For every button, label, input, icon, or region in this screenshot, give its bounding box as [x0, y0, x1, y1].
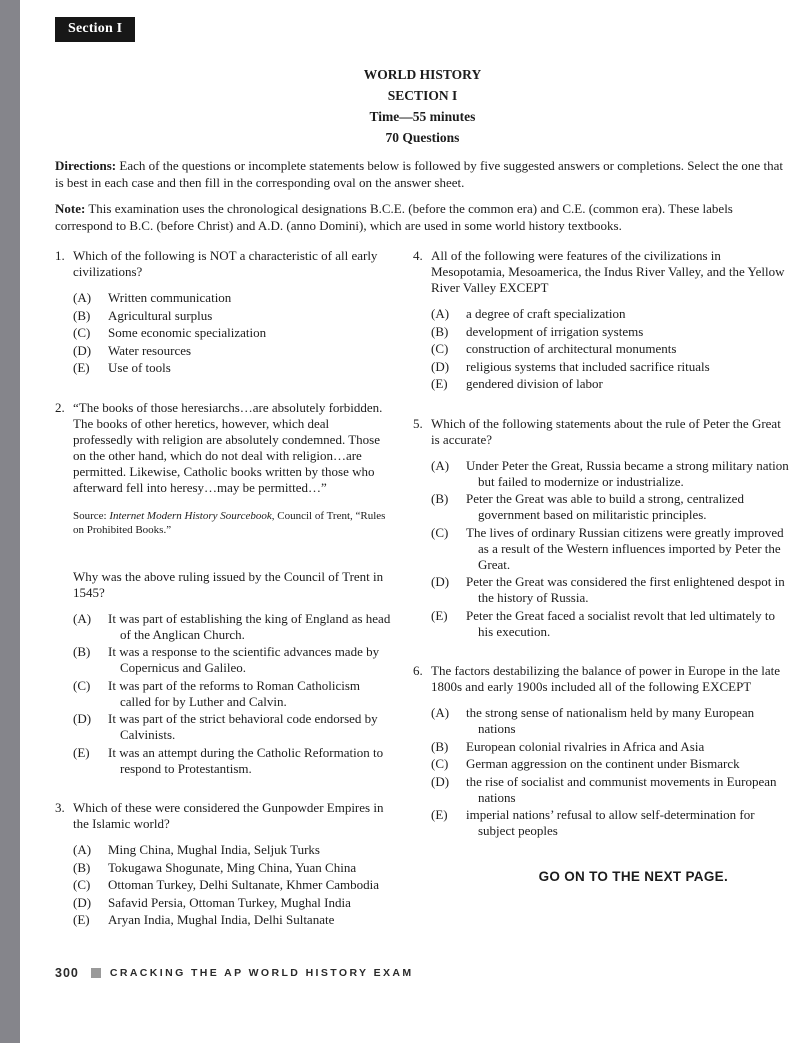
question-2: [55, 400, 392, 779]
answer-option: [73, 308, 392, 324]
options-list: [431, 705, 790, 839]
option-text: the rise of socialist and communist movements in European nations: [466, 773, 777, 805]
section-tab: Section I: [55, 17, 135, 42]
option-letter: (E): [431, 607, 448, 623]
option-letter: (D): [73, 711, 92, 726]
option-letter: (A): [431, 705, 450, 720]
option-text: Aryan India, Mughal India, Delhi Sultanate: [108, 912, 335, 927]
answer-option: [73, 611, 392, 643]
option-letter: (C): [73, 677, 91, 693]
answer-option: [431, 341, 790, 357]
answer-option: [73, 325, 392, 341]
option-letter: (B): [73, 859, 91, 875]
answer-option: [73, 644, 392, 676]
options-list: [73, 842, 392, 928]
option-letter: (D): [73, 342, 92, 358]
option-text: German aggression on the continent under Bismarck: [466, 756, 740, 771]
book-title: CRACKING THE AP WORLD HISTORY EXAM: [109, 967, 414, 979]
note-paragraph: [55, 200, 790, 234]
option-letter: (C): [431, 756, 449, 771]
option-letter: (D): [431, 358, 450, 374]
note-label: Note:: [55, 201, 86, 216]
question-number: 3.: [55, 800, 65, 815]
answer-option: [431, 739, 790, 755]
option-letter: (C): [73, 877, 91, 892]
option-text: Use of tools: [108, 360, 171, 375]
option-letter: (E): [73, 912, 90, 927]
exam-question-count: 70 Questions: [385, 130, 460, 145]
answer-option: [73, 745, 392, 777]
option-text: Under Peter the Great, Russia became a strong military nation but failed to modernize or industrialize.: [466, 457, 789, 489]
question-number: 4.: [413, 248, 423, 263]
option-text: Peter the Great was able to build a strong, centralized government based on militaristic principles.: [466, 491, 744, 522]
answer-option: [73, 842, 392, 858]
option-letter: (C): [73, 325, 91, 340]
question-1: [55, 248, 392, 378]
question-stem: Which of the following statements about the rule of Peter the Great is accurate?: [431, 415, 781, 447]
answer-option: [73, 678, 392, 710]
answer-option: [431, 756, 790, 772]
quote-source: [73, 509, 392, 537]
option-text: It was part of the strict behavioral code endorsed by Calvinists.: [108, 711, 378, 742]
go-on-instruction: GO ON TO THE NEXT PAGE.: [538, 868, 728, 884]
question-number: 1.: [55, 248, 65, 263]
option-text: development of irrigation systems: [466, 323, 644, 339]
answer-option: [73, 895, 392, 911]
answer-option: [431, 574, 790, 606]
answer-option: [73, 912, 392, 928]
question-columns: [55, 248, 790, 952]
question-quote: “The books of those heresiarchs…are absolutely forbidden. The books of other heretics, however, which deal professedly with religion are absolutely condemned. Those on the other hand, which do not deal with religion…are permitted. Likewise, Catholic books written by those who afterward fell into heresy…may be permitted…”: [73, 399, 383, 495]
exam-title: WORLD HISTORY: [363, 67, 482, 82]
footer-square-icon: [91, 968, 101, 978]
answer-option: [431, 324, 790, 340]
option-letter: (E): [73, 744, 90, 760]
exam-header: [55, 64, 790, 148]
option-letter: (A): [73, 842, 92, 857]
option-letter: (A): [431, 457, 450, 473]
option-text: imperial nations’ refusal to allow self-determination for subject peoples: [466, 807, 755, 838]
answer-option: [73, 711, 392, 743]
answer-option: [431, 774, 790, 806]
option-letter: (B): [431, 491, 449, 506]
option-letter: (A): [73, 610, 92, 626]
option-text: Some economic specialization: [108, 325, 267, 340]
question-number: 5.: [413, 415, 423, 431]
answer-option: [431, 525, 790, 573]
answer-option: [431, 608, 790, 640]
options-list: [73, 290, 392, 376]
answer-option: [431, 705, 790, 737]
option-text: The lives of ordinary Russian citizens were greatly improved as a result of the Western influences imported by Peter the Great.: [466, 524, 784, 572]
directions-paragraph: [55, 157, 790, 191]
answer-option: [431, 807, 790, 839]
question-stem: Why was the above ruling issued by the Council of Trent in 1545?: [73, 568, 384, 600]
exam-time: Time—55 minutes: [369, 109, 476, 124]
option-text: It was part of the reforms to Roman Catholicism called for by Luther and Calvin.: [108, 677, 361, 709]
options-list: [73, 611, 392, 777]
option-text: Agricultural surplus: [108, 307, 213, 323]
option-text: Written communication: [108, 290, 232, 305]
options-list: [431, 458, 790, 640]
option-text: the strong sense of nationalism held by many European nations: [466, 705, 755, 736]
option-letter: (D): [431, 574, 450, 589]
answer-option: [73, 343, 392, 359]
answer-option: [431, 491, 790, 523]
source-title: Internet Modern History Sourcebook: [109, 509, 272, 522]
question-stem: All of the following were features of the civilizations in Mesopotamia, Mesoamerica, the Indus River Valley, and the Yellow River Valley EXCEPT: [431, 248, 785, 295]
option-text: It was part of establishing the king of England as head of the Anglican Church.: [108, 610, 391, 642]
answer-option: [73, 877, 392, 893]
question-stem: Which of the following is NOT a characteristic of all early civilizations?: [73, 248, 378, 279]
option-letter: (B): [431, 738, 449, 754]
option-text: construction of architectural monuments: [466, 341, 677, 356]
option-text: Peter the Great faced a socialist revolt that led ultimately to his execution.: [466, 607, 775, 639]
question-number: 6.: [413, 663, 423, 678]
page-footer: [55, 965, 755, 981]
answer-option: [73, 860, 392, 876]
option-text: European colonial rivalries in Africa and Asia: [466, 738, 705, 754]
directions-text: Each of the questions or incomplete statements below is followed by five suggested answers or completions. Select the one that is best in each case and then fill in the corresponding oval on the answer sheet.: [55, 158, 783, 190]
option-letter: (B): [431, 323, 449, 339]
option-letter: (A): [73, 290, 92, 305]
option-text: Ming China, Mughal India, Seljuk Turks: [108, 842, 320, 857]
question-3: [55, 800, 392, 930]
option-text: Tokugawa Shogunate, Ming China, Yuan China: [108, 859, 357, 875]
option-letter: (E): [431, 376, 448, 391]
option-text: Ottoman Turkey, Delhi Sultanate, Khmer Cambodia: [108, 877, 380, 892]
source-suffix: , Council of Trent, “Rules on Prohibited Books.”: [73, 509, 386, 536]
option-letter: (C): [431, 341, 449, 356]
option-text: Safavid Persia, Ottoman Turkey, Mughal India: [108, 894, 351, 910]
option-text: It was a response to the scientific advances made by Copernicus and Galileo.: [108, 644, 380, 675]
question-6: [413, 663, 790, 841]
option-text: Peter the Great was considered the first enlightened despot in the history of Russia.: [466, 574, 785, 605]
option-text: Water resources: [108, 342, 192, 358]
note-text: This examination uses the chronological designations B.C.E. (before the common era) and C.E. (common era). These labels correspond to B.C. (before Christ) and A.D. (anno Domini), which are used in some world history textbooks.: [55, 201, 733, 233]
options-list: [431, 306, 790, 392]
option-text: a degree of craft specialization: [466, 306, 626, 321]
answer-option: [73, 290, 392, 306]
page-number: 300: [55, 966, 79, 980]
option-letter: (B): [73, 307, 91, 323]
option-letter: (D): [431, 773, 450, 789]
option-letter: (C): [431, 524, 449, 540]
answer-option: [431, 306, 790, 322]
answer-option: [431, 458, 790, 490]
exam-section: SECTION I: [387, 88, 458, 103]
question-4: [413, 248, 790, 394]
directions-label: Directions:: [55, 158, 117, 173]
page-content: [55, 0, 790, 952]
answer-option: [431, 359, 790, 375]
option-letter: (A): [431, 306, 450, 321]
right-column: [413, 248, 790, 952]
question-stem: Which of these were considered the Gunpowder Empires in the Islamic world?: [73, 800, 384, 831]
answer-option: [431, 376, 790, 392]
question-number: 2.: [55, 399, 65, 415]
option-letter: (E): [431, 807, 448, 822]
option-letter: (B): [73, 644, 91, 659]
left-column: [55, 248, 392, 952]
option-letter: (D): [73, 894, 92, 910]
option-text: religious systems that included sacrifice rituals: [466, 358, 710, 374]
option-letter: (E): [73, 360, 90, 375]
question-stem: The factors destabilizing the balance of power in Europe in the late 1800s and early 1900s included all of the following EXCEPT: [431, 663, 781, 694]
option-text: gendered division of labor: [466, 376, 603, 391]
source-prefix: Source:: [73, 509, 110, 522]
page-edge-strip: [0, 0, 20, 1043]
option-text: It was an attempt during the Catholic Reformation to respond to Protestantism.: [108, 744, 384, 776]
question-5: [413, 416, 790, 642]
answer-option: [73, 360, 392, 376]
